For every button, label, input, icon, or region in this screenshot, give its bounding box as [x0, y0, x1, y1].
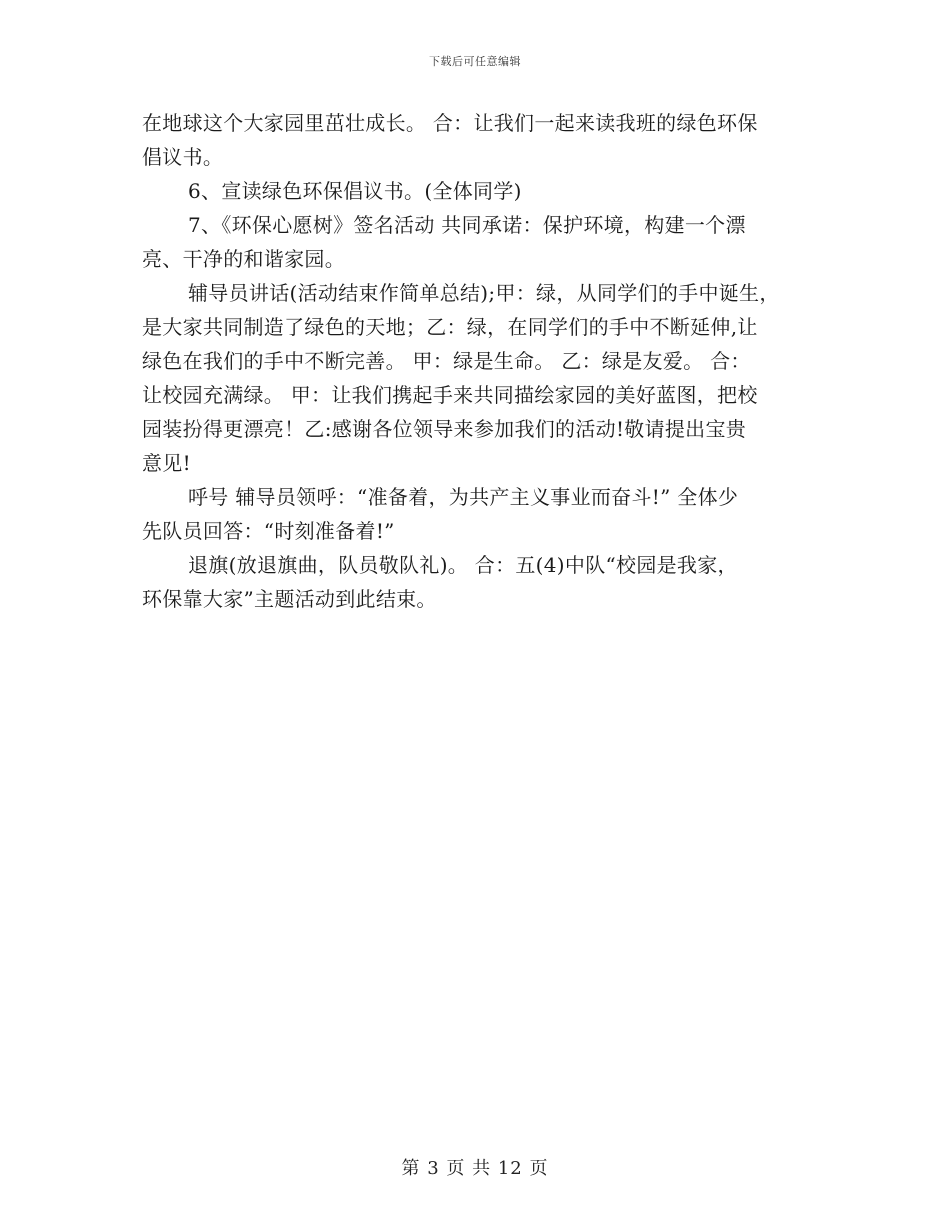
text-line: 是大家共同制造了绿色的天地；乙：绿，在同学们的手中不断延伸,让: [142, 315, 758, 339]
text-line: 6、宣读绿色环保倡议书。(全体同学): [188, 179, 522, 203]
text-line: 环保靠大家”主题活动到此结束。: [142, 587, 437, 611]
text-line: 7、《环保心愿树》签名活动 共同承诺：保护环境，构建一个漂: [188, 213, 746, 237]
text-line: 让校园充满绿。 甲：让我们携起手来共同描绘家园的美好蓝图，把校: [142, 383, 758, 407]
text-line: 先队员回答：“时刻准备着!”: [142, 519, 395, 543]
page-header: 下载后可任意编辑: [429, 55, 521, 68]
text-line: 退旗(放退旗曲，队员敬队礼)。 合：五(4)中队“校园是我家，: [188, 553, 738, 577]
text-line: 亮、干净的和谐家园。: [142, 247, 345, 271]
text-line: 倡议书。: [142, 145, 224, 169]
text-line: 绿色在我们的手中不断完善。 甲：绿是生命。 乙：绿是友爱。 合：: [142, 349, 751, 373]
page-number-footer: 第 3 页 共 12 页: [401, 1158, 549, 1179]
text-line: 园装扮得更漂亮！乙:感谢各位领导来参加我们的活动!敬请提出宝贵: [142, 417, 747, 441]
text-line: 辅导员讲话(活动结束作简单总结);甲：绿，从同学们的手中诞生，: [188, 281, 780, 305]
text-line: 呼号 辅导员领呼：“准备着，为共产主义事业而奋斗!” 全体少: [188, 485, 739, 509]
text-line: 意见!: [142, 451, 191, 475]
document-body: [142, 106, 810, 616]
text-line: 在地球这个大家园里茁壮成长。 合：让我们一起来读我班的绿色环保: [142, 111, 758, 135]
